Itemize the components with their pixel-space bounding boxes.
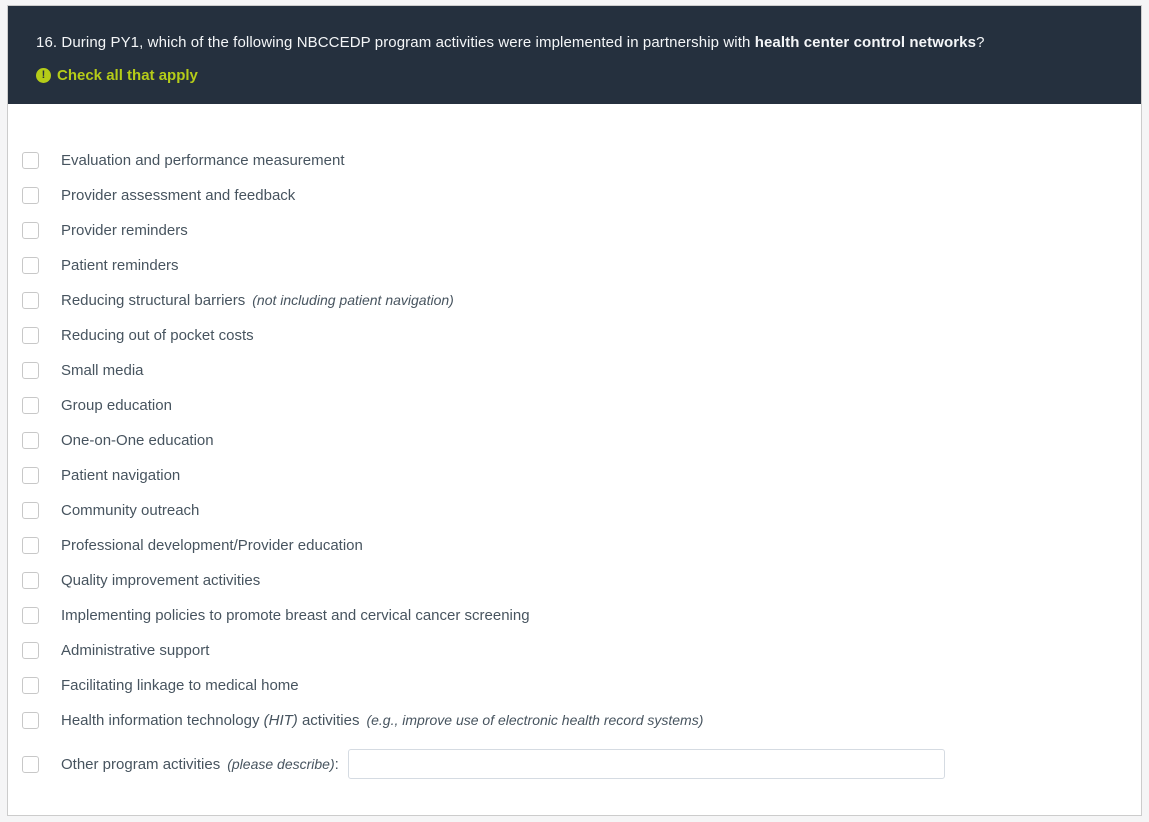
checklist-row[interactable] [22, 213, 1121, 248]
checkbox[interactable] [22, 222, 39, 239]
item-label [61, 642, 216, 659]
item-label [61, 432, 221, 449]
checklist-row[interactable] [22, 353, 1121, 388]
item-label-pre: Facilitating linkage to medical home [61, 677, 299, 694]
item-label-note: (e.g., improve use of electronic health record systems) [366, 712, 704, 728]
item-label-pre: Community outreach [61, 502, 200, 519]
checkbox[interactable] [22, 537, 39, 554]
checkbox[interactable] [22, 502, 39, 519]
checkbox[interactable] [22, 712, 39, 729]
checklist-row[interactable] [22, 668, 1121, 703]
item-label-pre: Patient navigation [61, 467, 181, 484]
checkbox[interactable] [22, 257, 39, 274]
item-label-pre: Other program activities [61, 755, 221, 773]
item-label [61, 362, 151, 379]
item-label [61, 677, 306, 694]
item-label-suffix: : [334, 755, 339, 773]
item-label-italic: (HIT) [263, 712, 298, 729]
item-label-pre: Provider assessment and feedback [61, 187, 296, 204]
question-text-pre: 16. During PY1, which of the following NBCCEDP program activities were implemented in partnership with [36, 34, 755, 51]
item-label-pre: Patient reminders [61, 257, 179, 274]
item-label [61, 502, 206, 519]
question-header [8, 6, 1141, 104]
item-label-pre: Small media [61, 362, 144, 379]
checkbox[interactable] [22, 756, 39, 773]
checklist [8, 104, 1141, 786]
checkbox[interactable] [22, 642, 39, 659]
checklist-row[interactable] [22, 703, 1121, 738]
question-card [7, 5, 1142, 816]
checkbox[interactable] [22, 292, 39, 309]
checklist-row[interactable] [22, 423, 1121, 458]
checklist-row[interactable] [22, 283, 1121, 318]
item-label [61, 756, 339, 773]
item-label [61, 712, 703, 729]
question-text-end: ? [976, 34, 985, 51]
checklist-row[interactable] [22, 318, 1121, 353]
checkbox[interactable] [22, 467, 39, 484]
item-label [61, 152, 352, 169]
item-label-note: (please describe) [227, 755, 335, 772]
checklist-row[interactable] [22, 388, 1121, 423]
item-label [61, 292, 454, 309]
item-label [61, 537, 370, 554]
item-label-pre: Administrative support [61, 642, 210, 659]
item-label-pre: Reducing structural barriers [61, 292, 246, 309]
exclamation-circle-icon: ! [36, 68, 51, 83]
item-label [61, 467, 187, 484]
checkbox[interactable] [22, 607, 39, 624]
item-label [61, 222, 195, 239]
item-label [61, 572, 267, 589]
question-text [36, 33, 1113, 53]
checklist-row[interactable] [22, 143, 1121, 178]
instruction [36, 67, 1113, 84]
checkbox[interactable] [22, 677, 39, 694]
checkbox[interactable] [22, 572, 39, 589]
checklist-row[interactable] [22, 178, 1121, 213]
item-label [61, 187, 302, 204]
checklist-row[interactable] [22, 742, 1121, 786]
item-label-pre: Implementing policies to promote breast and cervical cancer screening [61, 607, 530, 624]
item-label-pre: Evaluation and performance measurement [61, 152, 345, 169]
checkbox[interactable] [22, 362, 39, 379]
item-label-pre: Provider reminders [61, 222, 188, 239]
checkbox[interactable] [22, 187, 39, 204]
item-label-pre: Health information technology [61, 712, 264, 729]
item-label [61, 397, 179, 414]
item-label-pre: Professional development/Provider education [61, 537, 363, 554]
item-label [61, 607, 537, 624]
checkbox[interactable] [22, 152, 39, 169]
checklist-row[interactable] [22, 458, 1121, 493]
item-label-post: activities [297, 712, 360, 729]
item-label-pre: Quality improvement activities [61, 572, 261, 589]
checklist-row[interactable] [22, 598, 1121, 633]
checkbox[interactable] [22, 327, 39, 344]
checklist-row[interactable] [22, 563, 1121, 598]
checkbox[interactable] [22, 432, 39, 449]
item-label-pre: Group education [61, 397, 172, 414]
item-label-pre: One-on-One education [61, 432, 214, 449]
item-label-note: (not including patient navigation) [252, 292, 454, 308]
checklist-row[interactable] [22, 633, 1121, 668]
instruction-label: Check all that apply [57, 67, 198, 84]
item-label-pre: Reducing out of pocket costs [61, 327, 254, 344]
checklist-row[interactable] [22, 493, 1121, 528]
item-label [61, 257, 186, 274]
item-label [61, 327, 261, 344]
checklist-row[interactable] [22, 248, 1121, 283]
checkbox[interactable] [22, 397, 39, 414]
question-text-bold: health center control networks [754, 34, 977, 51]
checklist-row[interactable] [22, 528, 1121, 563]
other-describe-input[interactable] [348, 749, 945, 779]
